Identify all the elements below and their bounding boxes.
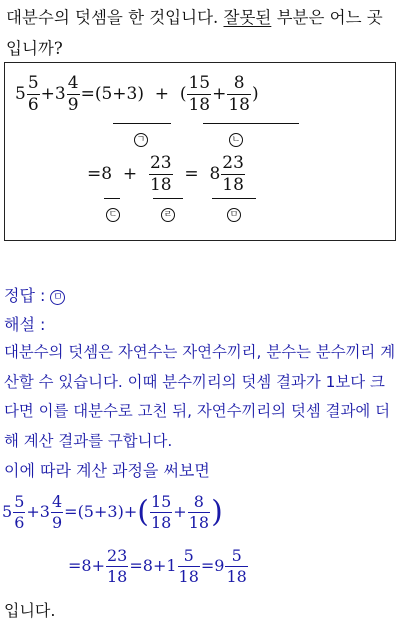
numerator: 5 bbox=[231, 546, 242, 565]
explanation-ending: 입니다. bbox=[4, 601, 56, 620]
mixed-whole: 8 bbox=[209, 164, 221, 184]
question-underlined: 잘못된 bbox=[223, 8, 272, 27]
fraction bbox=[178, 548, 200, 585]
numerator: 23 bbox=[149, 153, 172, 173]
denominator: 6 bbox=[27, 95, 39, 115]
numerator: 15 bbox=[188, 73, 211, 93]
right-paren: ) bbox=[211, 494, 223, 530]
denominator: 6 bbox=[14, 513, 25, 532]
whole-group: (5+3) bbox=[77, 502, 124, 521]
solution-line-2 bbox=[68, 548, 249, 585]
denominator: 18 bbox=[228, 95, 250, 115]
question-part1: 대분수의 덧셈을 한 것입니다. bbox=[6, 8, 224, 27]
underline-blank-5 bbox=[212, 198, 256, 199]
label-mieum: ㅁ bbox=[227, 208, 241, 222]
label-giyeok: ㄱ bbox=[134, 133, 148, 147]
right-paren: ) bbox=[252, 84, 259, 104]
plus-sign: + bbox=[173, 502, 187, 521]
solution-line-1 bbox=[2, 494, 223, 531]
mixed-whole: 5 bbox=[2, 502, 13, 521]
denominator: 18 bbox=[188, 513, 210, 532]
denominator: 18 bbox=[150, 513, 172, 532]
label-nieun: ㄴ bbox=[229, 133, 243, 147]
denominator: 18 bbox=[107, 567, 128, 586]
fraction bbox=[67, 75, 80, 114]
plus-sign: + bbox=[26, 502, 40, 521]
label-digeut: ㄷ bbox=[106, 208, 120, 222]
fraction bbox=[27, 75, 40, 114]
denominator: 9 bbox=[51, 513, 63, 532]
whole-group: (5+3) bbox=[94, 84, 144, 104]
underline-blank-4 bbox=[153, 198, 183, 199]
plus-sign: + bbox=[123, 502, 138, 521]
plus-sign: + bbox=[122, 164, 138, 184]
numerator: 23 bbox=[107, 546, 128, 565]
fraction bbox=[149, 155, 173, 194]
question-text bbox=[6, 2, 396, 64]
numerator: 23 bbox=[222, 153, 244, 173]
label-rieul: ㄹ bbox=[161, 208, 175, 222]
fraction bbox=[187, 75, 211, 114]
numerator: 4 bbox=[67, 73, 79, 93]
fraction bbox=[13, 494, 25, 531]
numerator: 8 bbox=[193, 492, 204, 511]
mixed-whole: 3 bbox=[39, 502, 50, 521]
left-paren: ( bbox=[137, 494, 149, 530]
question-part2: 부분은 어느 곳입니까? bbox=[6, 8, 383, 58]
mixed-whole: 3 bbox=[54, 84, 66, 104]
underline-blank-3 bbox=[104, 198, 120, 199]
numerator: 5 bbox=[14, 492, 25, 511]
plus-sign: + bbox=[40, 84, 55, 104]
fraction bbox=[106, 548, 128, 585]
fraction bbox=[225, 548, 247, 585]
denominator: 18 bbox=[222, 175, 244, 195]
denominator: 18 bbox=[149, 175, 172, 195]
problem-line-1 bbox=[15, 75, 259, 114]
numerator: 5 bbox=[27, 73, 39, 93]
numerator: 8 bbox=[233, 73, 245, 93]
numerator: 5 bbox=[183, 546, 194, 565]
numerator: 4 bbox=[51, 492, 63, 511]
plus-sign: + bbox=[154, 84, 170, 104]
plus-sign: + bbox=[212, 84, 227, 104]
equals-sign: = bbox=[184, 164, 199, 184]
numerator: 15 bbox=[150, 492, 172, 511]
equals-sign: = bbox=[64, 502, 78, 521]
equation-segment: =9 bbox=[200, 556, 225, 575]
fraction bbox=[150, 494, 172, 531]
answer-label: 정답 : bbox=[4, 286, 51, 305]
problem-box bbox=[4, 62, 396, 241]
left-paren: ( bbox=[179, 84, 187, 104]
denominator: 18 bbox=[188, 95, 211, 115]
equals-sign: = bbox=[87, 164, 102, 184]
fraction bbox=[221, 155, 245, 194]
denominator: 18 bbox=[178, 567, 199, 586]
answer-value: ㅁ bbox=[50, 290, 65, 305]
fraction bbox=[227, 75, 251, 114]
whole-number: 8 bbox=[101, 164, 113, 184]
equation-segment: =8+ bbox=[68, 556, 105, 575]
fraction bbox=[188, 494, 210, 531]
explanation-intro: 이에 따라 계산 과정을 써보면 bbox=[4, 461, 210, 480]
mixed-whole: 5 bbox=[15, 84, 26, 104]
equals-sign: = bbox=[80, 84, 95, 104]
answer-line bbox=[4, 283, 65, 306]
fraction bbox=[51, 494, 63, 531]
denominator: 9 bbox=[67, 95, 79, 115]
underline-blank-2 bbox=[203, 123, 299, 124]
underline-blank-1 bbox=[113, 123, 171, 124]
explanation-paragraph: 대분수의 덧셈은 자연수는 자연수끼리, 분수는 분수끼리 계산할 수 있습니다. 이때 분수끼리의 덧셈 결과가 1보다 크다면 이를 대분수로 고친 뒤, 자연수끼리의 덧셈 결과에 더해 계산 결과를 구합니다. bbox=[4, 343, 396, 450]
equation-segment: =8+1 bbox=[129, 556, 177, 575]
problem-line-2 bbox=[87, 155, 246, 194]
denominator: 18 bbox=[226, 567, 247, 586]
explanation-label: 해설 : bbox=[4, 315, 46, 334]
